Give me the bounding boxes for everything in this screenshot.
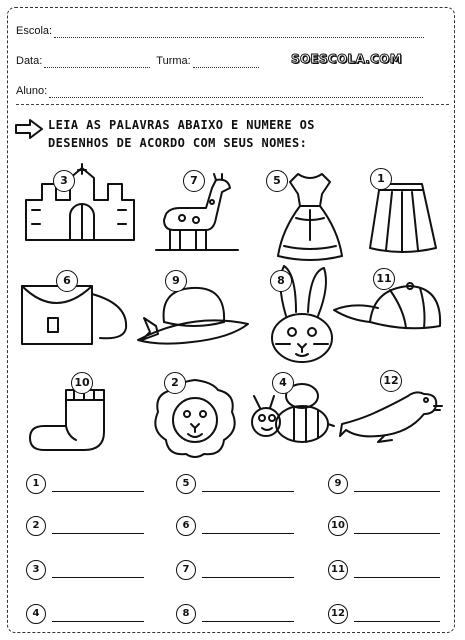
class-label: Turma:	[156, 55, 191, 67]
hat-icon	[134, 282, 252, 354]
answer-number: 10	[328, 516, 348, 536]
answer-line[interactable]	[354, 533, 440, 534]
answer-number: 2	[26, 516, 46, 536]
answer-line[interactable]	[202, 621, 294, 622]
answer-number: 9	[328, 474, 348, 494]
date-label: Data:	[16, 55, 43, 67]
answer-line[interactable]	[52, 533, 144, 534]
answer-line[interactable]	[52, 621, 144, 622]
seal-icon	[338, 384, 442, 442]
picture-number-hat: 9	[165, 270, 187, 292]
student-field[interactable]	[16, 84, 423, 98]
answer-4[interactable]	[26, 604, 144, 624]
answer-7[interactable]	[176, 560, 294, 580]
bag-icon	[16, 280, 134, 352]
answer-1[interactable]	[26, 474, 144, 494]
cap-icon	[330, 282, 444, 342]
answer-10[interactable]	[328, 516, 440, 536]
picture-number-giraffe: 7	[183, 170, 205, 192]
answer-number: 12	[328, 604, 348, 624]
picture-number-bag: 6	[56, 270, 78, 292]
answer-number: 4	[26, 604, 46, 624]
date-field[interactable]	[16, 54, 259, 68]
picture-number-dress: 5	[266, 170, 288, 192]
answer-line[interactable]	[354, 577, 440, 578]
answer-number: 11	[328, 560, 348, 580]
school-field[interactable]	[16, 24, 424, 38]
picture-number-sock: 10	[71, 372, 93, 394]
brand-logo: SOESCOLA.COM	[291, 52, 402, 66]
answer-number: 5	[176, 474, 196, 494]
picture-number-skirt: 1	[370, 168, 392, 190]
instruction-line-1: LEIA AS PALAVRAS ABAIXO E NUMERE OS	[48, 118, 315, 132]
answer-line[interactable]	[202, 577, 294, 578]
skirt-icon	[366, 180, 440, 256]
picture-number-lion: 2	[164, 372, 186, 394]
lion-icon	[152, 378, 238, 458]
school-label: Escola:	[16, 25, 53, 37]
answer-number: 8	[176, 604, 196, 624]
student-label: Aluno:	[16, 85, 48, 97]
bee-icon	[246, 382, 336, 452]
answer-11[interactable]	[328, 560, 440, 580]
instruction	[48, 116, 315, 152]
answer-9[interactable]	[328, 474, 440, 494]
answer-number: 1	[26, 474, 46, 494]
answer-6[interactable]	[176, 516, 294, 536]
answer-line[interactable]	[52, 491, 144, 492]
answer-line[interactable]	[354, 621, 440, 622]
answer-number: 6	[176, 516, 196, 536]
picture-number-cap: 11	[373, 268, 395, 290]
arrow-right-icon	[14, 118, 44, 140]
answer-number: 7	[176, 560, 196, 580]
answer-line[interactable]	[52, 577, 144, 578]
answer-line[interactable]	[354, 491, 440, 492]
picture-number-church: 3	[53, 170, 75, 192]
picture-number-rabbit: 8	[270, 270, 292, 292]
instruction-line-2: DESENHOS DE ACORDO COM SEUS NOMES:	[48, 136, 308, 150]
answer-line[interactable]	[202, 533, 294, 534]
picture-number-seal: 12	[380, 370, 402, 392]
student-dotted-line	[49, 87, 423, 98]
picture-number-bee: 4	[272, 372, 294, 394]
sock-icon	[24, 386, 124, 454]
church-icon	[20, 166, 140, 248]
class-dotted-line	[193, 57, 259, 68]
answer-8[interactable]	[176, 604, 294, 624]
answer-3[interactable]	[26, 560, 144, 580]
date-dotted-line	[44, 57, 150, 68]
answer-12[interactable]	[328, 604, 440, 624]
answer-2[interactable]	[26, 516, 144, 536]
header-divider	[16, 104, 449, 105]
answer-5[interactable]	[176, 474, 294, 494]
school-dotted-line	[54, 27, 424, 38]
answer-line[interactable]	[202, 491, 294, 492]
answer-number: 3	[26, 560, 46, 580]
